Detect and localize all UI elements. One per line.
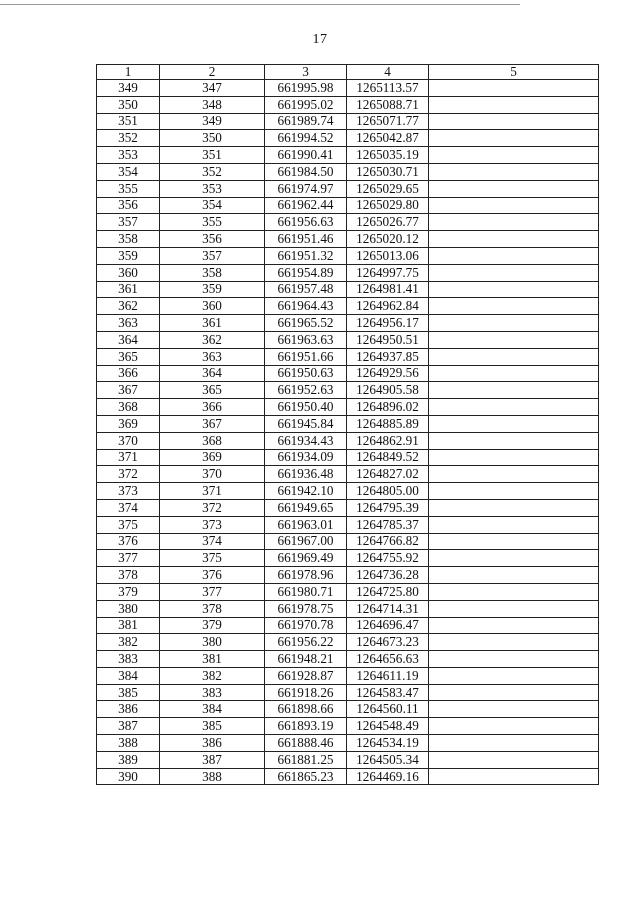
cell-previous-point: 363	[160, 348, 265, 365]
cell-note	[429, 214, 599, 231]
cell-coordinate-y: 1265020.12	[347, 231, 429, 248]
cell-point-number: 365	[97, 348, 160, 365]
cell-previous-point: 359	[160, 281, 265, 298]
cell-previous-point: 365	[160, 382, 265, 399]
cell-note	[429, 147, 599, 164]
table-row	[97, 651, 599, 668]
cell-note	[429, 163, 599, 180]
cell-point-number: 358	[97, 231, 160, 248]
cell-point-number: 357	[97, 214, 160, 231]
column-header: 3	[265, 65, 347, 80]
cell-note	[429, 583, 599, 600]
cell-point-number: 356	[97, 197, 160, 214]
cell-point-number: 380	[97, 600, 160, 617]
cell-coordinate-y: 1264827.02	[347, 466, 429, 483]
cell-coordinate-x: 661918.26	[265, 684, 347, 701]
cell-coordinate-x: 661963.63	[265, 331, 347, 348]
cell-previous-point: 352	[160, 163, 265, 180]
cell-coordinate-x: 661945.84	[265, 415, 347, 432]
cell-previous-point: 351	[160, 147, 265, 164]
cell-coordinate-x: 661978.96	[265, 567, 347, 584]
cell-note	[429, 80, 599, 97]
cell-previous-point: 371	[160, 483, 265, 500]
cell-previous-point: 383	[160, 684, 265, 701]
cell-coordinate-y: 1264725.80	[347, 583, 429, 600]
cell-coordinate-x: 661928.87	[265, 667, 347, 684]
cell-coordinate-x: 661949.65	[265, 499, 347, 516]
table-row	[97, 298, 599, 315]
cell-point-number: 383	[97, 651, 160, 668]
cell-note	[429, 600, 599, 617]
cell-point-number: 360	[97, 264, 160, 281]
cell-point-number: 373	[97, 483, 160, 500]
table-row	[97, 432, 599, 449]
page-number: 17	[312, 32, 328, 47]
table-row	[97, 264, 599, 281]
table-row	[97, 197, 599, 214]
cell-coordinate-x: 661951.66	[265, 348, 347, 365]
cell-note	[429, 231, 599, 248]
cell-coordinate-y: 1264583.47	[347, 684, 429, 701]
cell-coordinate-y: 1264714.31	[347, 600, 429, 617]
cell-coordinate-x: 661984.50	[265, 163, 347, 180]
cell-previous-point: 372	[160, 499, 265, 516]
cell-note	[429, 415, 599, 432]
cell-point-number: 361	[97, 281, 160, 298]
cell-note	[429, 701, 599, 718]
cell-previous-point: 387	[160, 751, 265, 768]
cell-point-number: 390	[97, 768, 160, 785]
cell-note	[429, 751, 599, 768]
cell-note	[429, 466, 599, 483]
table-row	[97, 231, 599, 248]
table-row	[97, 399, 599, 416]
cell-coordinate-y: 1265026.77	[347, 214, 429, 231]
cell-point-number: 384	[97, 667, 160, 684]
cell-coordinate-y: 1264548.49	[347, 718, 429, 735]
column-header: 1	[97, 65, 160, 80]
cell-previous-point: 381	[160, 651, 265, 668]
cell-previous-point: 348	[160, 96, 265, 113]
table-row	[97, 466, 599, 483]
cell-coordinate-y: 1264937.85	[347, 348, 429, 365]
cell-coordinate-x: 661934.09	[265, 449, 347, 466]
table-row	[97, 483, 599, 500]
cell-note	[429, 667, 599, 684]
cell-point-number: 385	[97, 684, 160, 701]
cell-coordinate-x: 661970.78	[265, 617, 347, 634]
cell-coordinate-y: 1265071.77	[347, 113, 429, 130]
cell-previous-point: 368	[160, 432, 265, 449]
table-row	[97, 113, 599, 130]
cell-coordinate-x: 661957.48	[265, 281, 347, 298]
cell-note	[429, 718, 599, 735]
table-row	[97, 382, 599, 399]
cell-coordinate-y: 1264560.11	[347, 701, 429, 718]
table-row	[97, 281, 599, 298]
cell-coordinate-x: 661951.46	[265, 231, 347, 248]
cell-coordinate-y: 1264611.19	[347, 667, 429, 684]
cell-previous-point: 373	[160, 516, 265, 533]
cell-point-number: 369	[97, 415, 160, 432]
cell-point-number: 359	[97, 247, 160, 264]
coordinates-table	[96, 64, 599, 785]
cell-coordinate-y: 1264505.34	[347, 751, 429, 768]
cell-point-number: 388	[97, 735, 160, 752]
cell-coordinate-x: 661956.22	[265, 634, 347, 651]
cell-coordinate-y: 1264905.58	[347, 382, 429, 399]
cell-coordinate-x: 661936.48	[265, 466, 347, 483]
cell-point-number: 368	[97, 399, 160, 416]
table-row	[97, 567, 599, 584]
cell-previous-point: 369	[160, 449, 265, 466]
table-row	[97, 130, 599, 147]
cell-point-number: 381	[97, 617, 160, 634]
cell-point-number: 382	[97, 634, 160, 651]
cell-coordinate-y: 1265035.19	[347, 147, 429, 164]
cell-note	[429, 382, 599, 399]
table-row	[97, 348, 599, 365]
cell-coordinate-x: 661934.43	[265, 432, 347, 449]
table-row	[97, 214, 599, 231]
cell-point-number: 367	[97, 382, 160, 399]
cell-coordinate-y: 1264696.47	[347, 617, 429, 634]
cell-coordinate-y: 1264896.02	[347, 399, 429, 416]
cell-note	[429, 533, 599, 550]
cell-point-number: 349	[97, 80, 160, 97]
cell-coordinate-y: 1264469.16	[347, 768, 429, 785]
cell-coordinate-x: 661888.46	[265, 735, 347, 752]
cell-coordinate-x: 661950.40	[265, 399, 347, 416]
cell-point-number: 378	[97, 567, 160, 584]
cell-note	[429, 684, 599, 701]
cell-previous-point: 358	[160, 264, 265, 281]
table-row	[97, 247, 599, 264]
cell-previous-point: 384	[160, 701, 265, 718]
cell-previous-point: 380	[160, 634, 265, 651]
cell-point-number: 366	[97, 365, 160, 382]
cell-coordinate-x: 661995.98	[265, 80, 347, 97]
cell-note	[429, 96, 599, 113]
cell-coordinate-y: 1264673.23	[347, 634, 429, 651]
table-row	[97, 499, 599, 516]
cell-previous-point: 376	[160, 567, 265, 584]
table-row	[97, 718, 599, 735]
cell-previous-point: 360	[160, 298, 265, 315]
cell-coordinate-x: 661995.02	[265, 96, 347, 113]
cell-coordinate-y: 1264997.75	[347, 264, 429, 281]
table-row	[97, 415, 599, 432]
table-row	[97, 365, 599, 382]
cell-coordinate-x: 661952.63	[265, 382, 347, 399]
cell-coordinate-x: 661963.01	[265, 516, 347, 533]
table-row	[97, 315, 599, 332]
cell-point-number: 374	[97, 499, 160, 516]
cell-coordinate-x: 661965.52	[265, 315, 347, 332]
cell-point-number: 389	[97, 751, 160, 768]
cell-note	[429, 264, 599, 281]
cell-coordinate-y: 1265030.71	[347, 163, 429, 180]
cell-coordinate-y: 1264795.39	[347, 499, 429, 516]
cell-point-number: 352	[97, 130, 160, 147]
column-header: 2	[160, 65, 265, 80]
table-row	[97, 163, 599, 180]
cell-note	[429, 130, 599, 147]
cell-previous-point: 385	[160, 718, 265, 735]
cell-coordinate-y: 1265042.87	[347, 130, 429, 147]
cell-coordinate-x: 661990.41	[265, 147, 347, 164]
cell-coordinate-y: 1264755.92	[347, 550, 429, 567]
cell-point-number: 386	[97, 701, 160, 718]
cell-coordinate-x: 661969.49	[265, 550, 347, 567]
cell-previous-point: 353	[160, 180, 265, 197]
cell-previous-point: 377	[160, 583, 265, 600]
table-row	[97, 147, 599, 164]
table-row	[97, 667, 599, 684]
cell-point-number: 371	[97, 449, 160, 466]
column-header: 4	[347, 65, 429, 80]
cell-previous-point: 374	[160, 533, 265, 550]
cell-note	[429, 348, 599, 365]
cell-previous-point: 356	[160, 231, 265, 248]
cell-coordinate-y: 1264534.19	[347, 735, 429, 752]
cell-coordinate-y: 1264929.56	[347, 365, 429, 382]
cell-note	[429, 298, 599, 315]
table-row	[97, 516, 599, 533]
cell-note	[429, 516, 599, 533]
cell-previous-point: 386	[160, 735, 265, 752]
table-row	[97, 684, 599, 701]
top-edge-rule	[0, 4, 520, 5]
cell-point-number: 362	[97, 298, 160, 315]
cell-previous-point: 366	[160, 399, 265, 416]
cell-coordinate-x: 661948.21	[265, 651, 347, 668]
cell-coordinate-x: 661881.25	[265, 751, 347, 768]
cell-point-number: 351	[97, 113, 160, 130]
cell-coordinate-x: 661954.89	[265, 264, 347, 281]
cell-note	[429, 247, 599, 264]
cell-previous-point: 388	[160, 768, 265, 785]
cell-coordinate-y: 1264805.00	[347, 483, 429, 500]
cell-previous-point: 367	[160, 415, 265, 432]
cell-previous-point: 347	[160, 80, 265, 97]
cell-note	[429, 768, 599, 785]
cell-point-number: 363	[97, 315, 160, 332]
cell-coordinate-x: 661893.19	[265, 718, 347, 735]
cell-coordinate-x: 661962.44	[265, 197, 347, 214]
cell-coordinate-y: 1264885.89	[347, 415, 429, 432]
cell-previous-point: 354	[160, 197, 265, 214]
cell-coordinate-x: 661956.63	[265, 214, 347, 231]
column-header: 5	[429, 65, 599, 80]
cell-point-number: 375	[97, 516, 160, 533]
table-row	[97, 751, 599, 768]
cell-note	[429, 113, 599, 130]
cell-previous-point: 378	[160, 600, 265, 617]
cell-coordinate-y: 1264736.28	[347, 567, 429, 584]
cell-note	[429, 331, 599, 348]
cell-previous-point: 364	[160, 365, 265, 382]
cell-note	[429, 315, 599, 332]
cell-coordinate-x: 661989.74	[265, 113, 347, 130]
table-row	[97, 583, 599, 600]
cell-previous-point: 350	[160, 130, 265, 147]
cell-note	[429, 449, 599, 466]
cell-point-number: 350	[97, 96, 160, 113]
cell-previous-point: 355	[160, 214, 265, 231]
cell-previous-point: 349	[160, 113, 265, 130]
cell-note	[429, 617, 599, 634]
cell-previous-point: 361	[160, 315, 265, 332]
cell-note	[429, 180, 599, 197]
table-row	[97, 449, 599, 466]
cell-coordinate-y: 1264766.82	[347, 533, 429, 550]
cell-coordinate-y: 1265013.06	[347, 247, 429, 264]
cell-coordinate-y: 1264656.63	[347, 651, 429, 668]
table-row	[97, 600, 599, 617]
cell-note	[429, 499, 599, 516]
table-row	[97, 96, 599, 113]
cell-point-number: 377	[97, 550, 160, 567]
cell-coordinate-y: 1265113.57	[347, 80, 429, 97]
cell-note	[429, 197, 599, 214]
cell-coordinate-y: 1264950.51	[347, 331, 429, 348]
table-header	[97, 65, 599, 80]
cell-previous-point: 379	[160, 617, 265, 634]
cell-coordinate-y: 1264962.84	[347, 298, 429, 315]
cell-coordinate-y: 1264981.41	[347, 281, 429, 298]
cell-note	[429, 550, 599, 567]
cell-point-number: 364	[97, 331, 160, 348]
cell-coordinate-y: 1265029.80	[347, 197, 429, 214]
table-row	[97, 634, 599, 651]
cell-note	[429, 567, 599, 584]
header-row	[97, 65, 599, 80]
cell-coordinate-x: 661994.52	[265, 130, 347, 147]
cell-coordinate-x: 661974.97	[265, 180, 347, 197]
cell-point-number: 370	[97, 432, 160, 449]
cell-note	[429, 651, 599, 668]
cell-previous-point: 370	[160, 466, 265, 483]
cell-point-number: 355	[97, 180, 160, 197]
cell-point-number: 372	[97, 466, 160, 483]
cell-coordinate-y: 1265088.71	[347, 96, 429, 113]
cell-point-number: 387	[97, 718, 160, 735]
cell-coordinate-x: 661898.66	[265, 701, 347, 718]
cell-coordinate-y: 1265029.65	[347, 180, 429, 197]
table-row	[97, 180, 599, 197]
cell-coordinate-x: 661967.00	[265, 533, 347, 550]
cell-previous-point: 357	[160, 247, 265, 264]
cell-note	[429, 281, 599, 298]
cell-point-number: 354	[97, 163, 160, 180]
cell-previous-point: 362	[160, 331, 265, 348]
table-row	[97, 768, 599, 785]
cell-note	[429, 634, 599, 651]
cell-note	[429, 432, 599, 449]
table-row	[97, 550, 599, 567]
cell-note	[429, 365, 599, 382]
table-row	[97, 533, 599, 550]
cell-coordinate-x: 661978.75	[265, 600, 347, 617]
cell-note	[429, 735, 599, 752]
cell-coordinate-x: 661950.63	[265, 365, 347, 382]
cell-coordinate-x: 661942.10	[265, 483, 347, 500]
cell-point-number: 379	[97, 583, 160, 600]
cell-coordinate-y: 1264956.17	[347, 315, 429, 332]
table-row	[97, 735, 599, 752]
cell-coordinate-x: 661951.32	[265, 247, 347, 264]
cell-point-number: 353	[97, 147, 160, 164]
cell-coordinate-x: 661964.43	[265, 298, 347, 315]
cell-coordinate-y: 1264862.91	[347, 432, 429, 449]
cell-coordinate-x: 661980.71	[265, 583, 347, 600]
table-row	[97, 701, 599, 718]
cell-coordinate-y: 1264785.37	[347, 516, 429, 533]
cell-point-number: 376	[97, 533, 160, 550]
table-body	[97, 80, 599, 785]
cell-note	[429, 399, 599, 416]
cell-previous-point: 375	[160, 550, 265, 567]
table-row	[97, 80, 599, 97]
cell-coordinate-y: 1264849.52	[347, 449, 429, 466]
table-row	[97, 331, 599, 348]
cell-note	[429, 483, 599, 500]
cell-previous-point: 382	[160, 667, 265, 684]
cell-coordinate-x: 661865.23	[265, 768, 347, 785]
table-row	[97, 617, 599, 634]
